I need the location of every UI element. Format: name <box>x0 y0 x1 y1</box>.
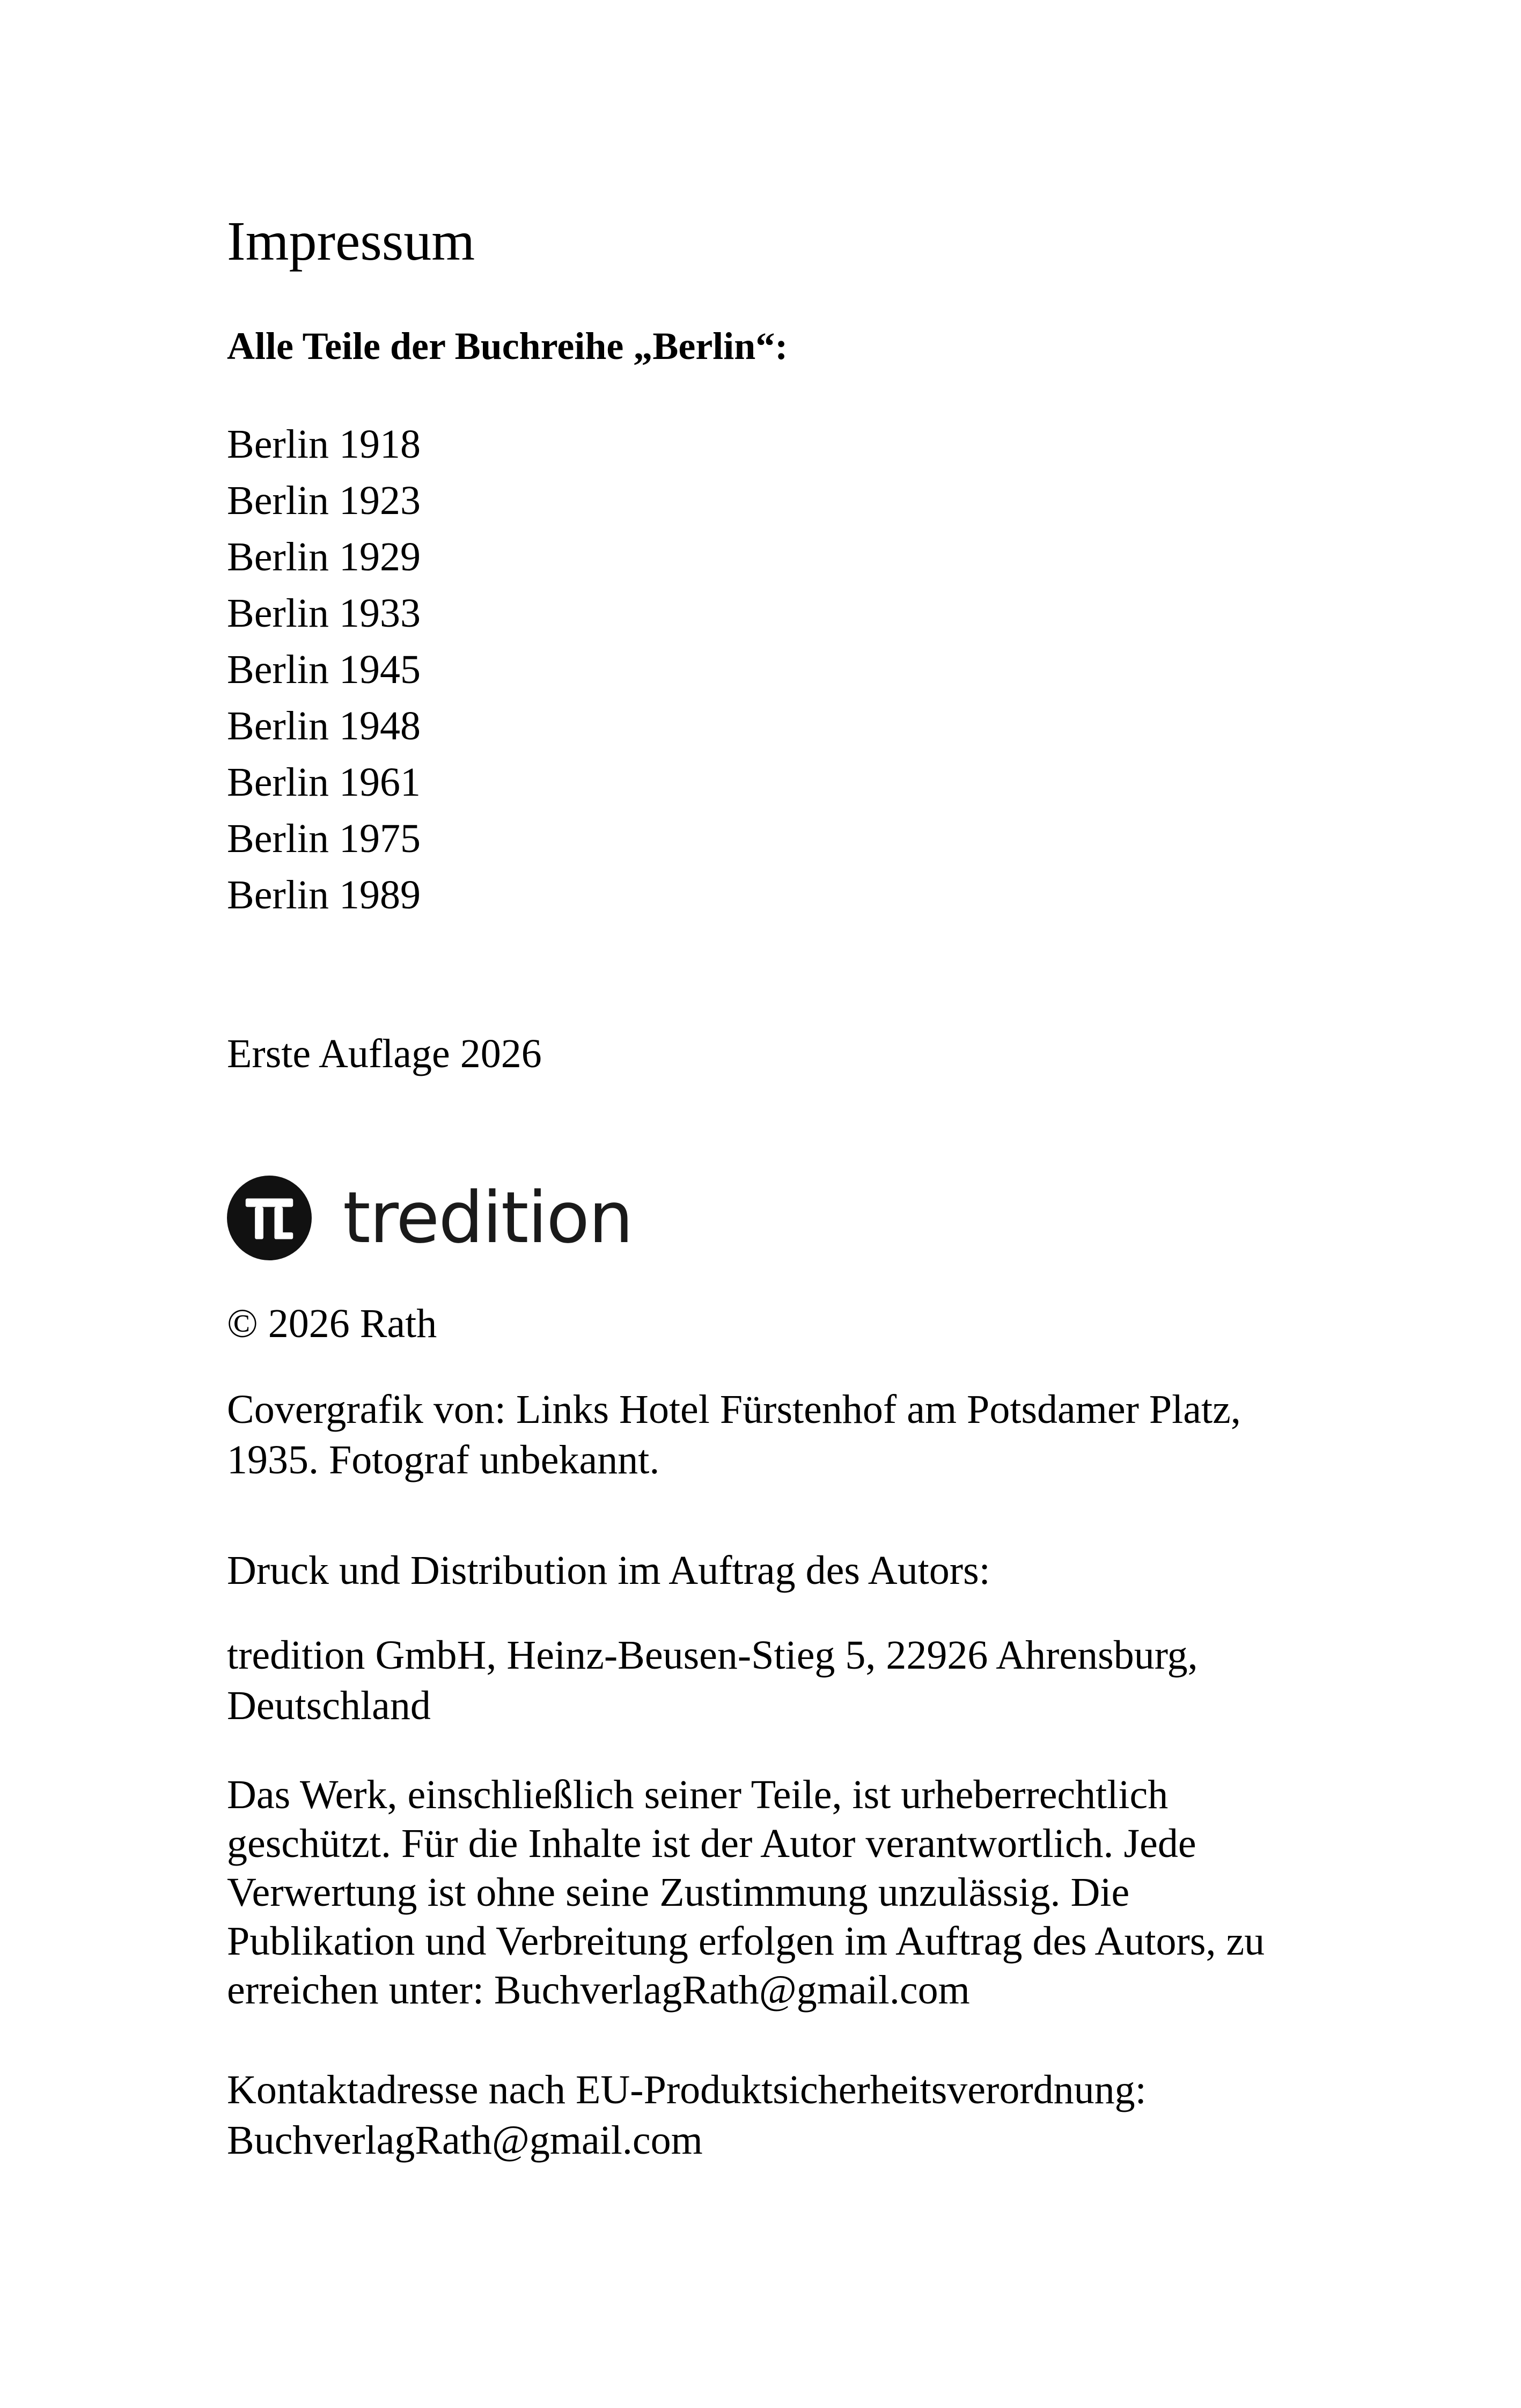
series-item: Berlin 1948 <box>227 703 421 748</box>
series-heading: Alle Teile der Buchreihe „Berlin“: <box>227 325 788 368</box>
cover-credit <box>227 1384 1241 1485</box>
address-line: Deutschland <box>227 1683 431 1728</box>
cover-credit-line: Covergrafik von: Links Hotel Fürstenhof am Potsdamer Platz, <box>227 1387 1241 1432</box>
cover-credit-line: 1935. Fotograf unbekannt. <box>227 1437 660 1482</box>
contact-line: Kontaktadresse nach EU-Produktsicherheitsverordnung: <box>227 2067 1147 2112</box>
rights-line: geschützt. Für die Inhalte ist der Autor verantwortlich. Jede <box>227 1821 1196 1866</box>
series-item: Berlin 1945 <box>227 647 421 692</box>
series-item: Berlin 1918 <box>227 422 421 467</box>
rights-line: Verwertung ist ohne seine Zustimmung unzulässig. Die <box>227 1870 1130 1915</box>
publisher-logo-text: tredition <box>343 1177 633 1259</box>
series-item: Berlin 1923 <box>227 478 421 523</box>
series-item: Berlin 1989 <box>227 872 421 917</box>
print-heading: Druck und Distribution im Auftrag des Autors: <box>227 1548 990 1593</box>
series-item: Berlin 1975 <box>227 816 421 861</box>
tredition-logo-icon <box>227 1176 312 1260</box>
rights-line: Das Werk, einschließlich seiner Teile, ist urheberrechtlich <box>227 1772 1169 1817</box>
page-title: Impressum <box>227 210 475 272</box>
series-list <box>227 416 421 923</box>
publisher-logo <box>227 1175 633 1261</box>
contact-email: BuchverlagRath@gmail.com <box>227 2118 703 2163</box>
address-line: tredition GmbH, Heinz-Beusen-Stieg 5, 22926 Ahrensburg, <box>227 1633 1198 1678</box>
edition-note: Erste Auflage 2026 <box>227 1031 542 1076</box>
copyright-line: © 2026 Rath <box>227 1301 437 1346</box>
series-item: Berlin 1933 <box>227 591 421 636</box>
rights-notice <box>227 1771 1265 2015</box>
series-item: Berlin 1929 <box>227 534 421 579</box>
rights-line: erreichen unter: BuchverlagRath@gmail.com <box>227 1967 970 2013</box>
series-item: Berlin 1961 <box>227 760 421 805</box>
publisher-address <box>227 1630 1198 1731</box>
rights-line: Publikation und Verbreitung erfolgen im Auftrag des Autors, zu <box>227 1919 1265 1964</box>
contact-info <box>227 2065 1147 2165</box>
